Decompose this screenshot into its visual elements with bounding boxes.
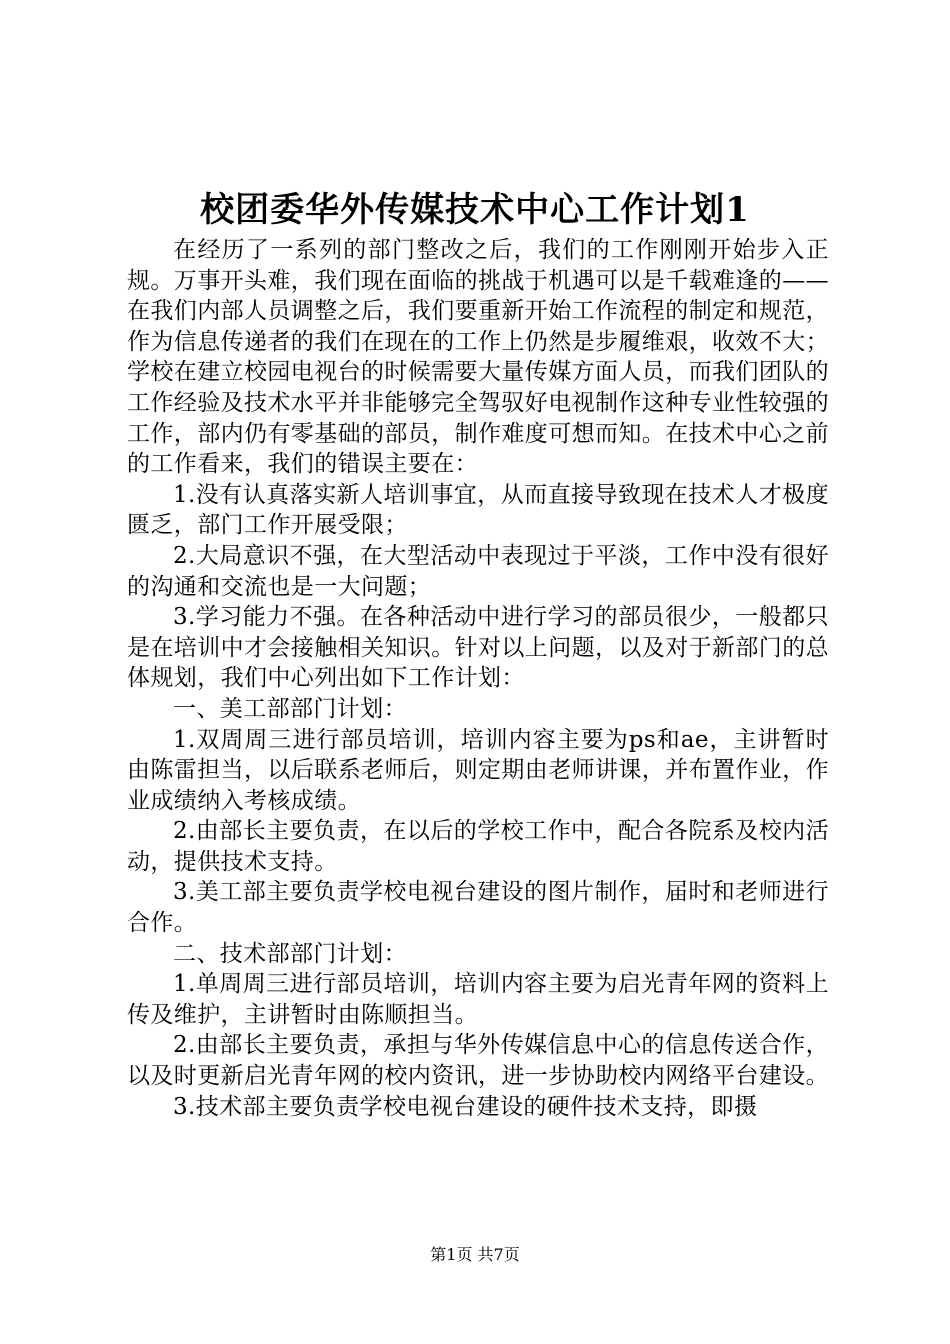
paragraph-art-3: 3.美工部主要负责学校电视台建设的图片制作，届时和老师进行合作。: [127, 879, 829, 937]
paragraph-tech-2: 2.由部长主要负责，承担与华外传媒信息中心的信息传送合作，以及时更新启光青年网的校内资讯，进一步协助校内网络平台建设。: [127, 1032, 829, 1090]
paragraph-issue-3: 3.学习能力不强。在各种活动中进行学习的部员很少，一般都只是在培训中才会接触相关知识。针对以上问题，以及对于新部门的总体规划，我们中心列出如下工作计划：: [127, 604, 829, 692]
section-heading-art: 一、美工部部门计划：: [173, 695, 407, 722]
paragraph-tech-3: 3.技术部主要负责学校电视台建设的硬件技术支持，即摄: [173, 1093, 758, 1120]
paragraph-tech-1: 1.单周周三进行部员培训，培训内容主要为启光青年网的资料上传及维护，主讲暂时由陈顺担当。: [127, 971, 829, 1028]
paragraph-issue-1: 1.没有认真落实新人培训事宜，从而直接导致现在技术人才极度匮乏，部门工作开展受限；: [127, 481, 829, 539]
page-number: 第1页: [430, 1245, 473, 1264]
paragraph-issue-2: 2.大局意识不强，在大型活动中表现过于平淡，工作中没有很好的沟通和交流也是一大问题；: [127, 542, 829, 600]
page-footer: [0, 1244, 950, 1266]
section-heading-tech: 二、技术部部门计划：: [173, 940, 407, 967]
page-total: 共7页: [477, 1245, 520, 1264]
document-body: [127, 235, 829, 1122]
paragraph-art-1: 1.双周周三进行部员培训，培训内容主要为ps和ae，主讲暂时由陈雷担当，以后联系老师后，则定期由老师讲课，并布置作业，作业成绩纳入考核成绩。: [127, 726, 829, 814]
paragraph-intro: 在经历了一系列的部门整改之后，我们的工作刚刚开始步入正规。万事开头难，我们现在面临的挑战于机遇可以是千载难逢的——在我们内部人员调整之后，我们要重新开始工作流程的制定和规范，作为信息传递者的我们在现在的工作上仍然是步履维艰，收效不大；学校在建立校园电视台的时候需要大量传媒方面人员，而我们团队的工作经验及技术水平并非能够完全驾驭好电视制作这种专业性较强的工作，部内仍有零基础的部员，制作难度可想而知。在技术中心之前的工作看来，我们的错误主要在：: [127, 237, 829, 478]
paragraph-art-2: 2.由部长主要负责，在以后的学校工作中，配合各院系及校内活动，提供技术支持。: [127, 818, 829, 875]
document-title: 校团委华外传媒技术中心工作计划1: [200, 190, 750, 230]
